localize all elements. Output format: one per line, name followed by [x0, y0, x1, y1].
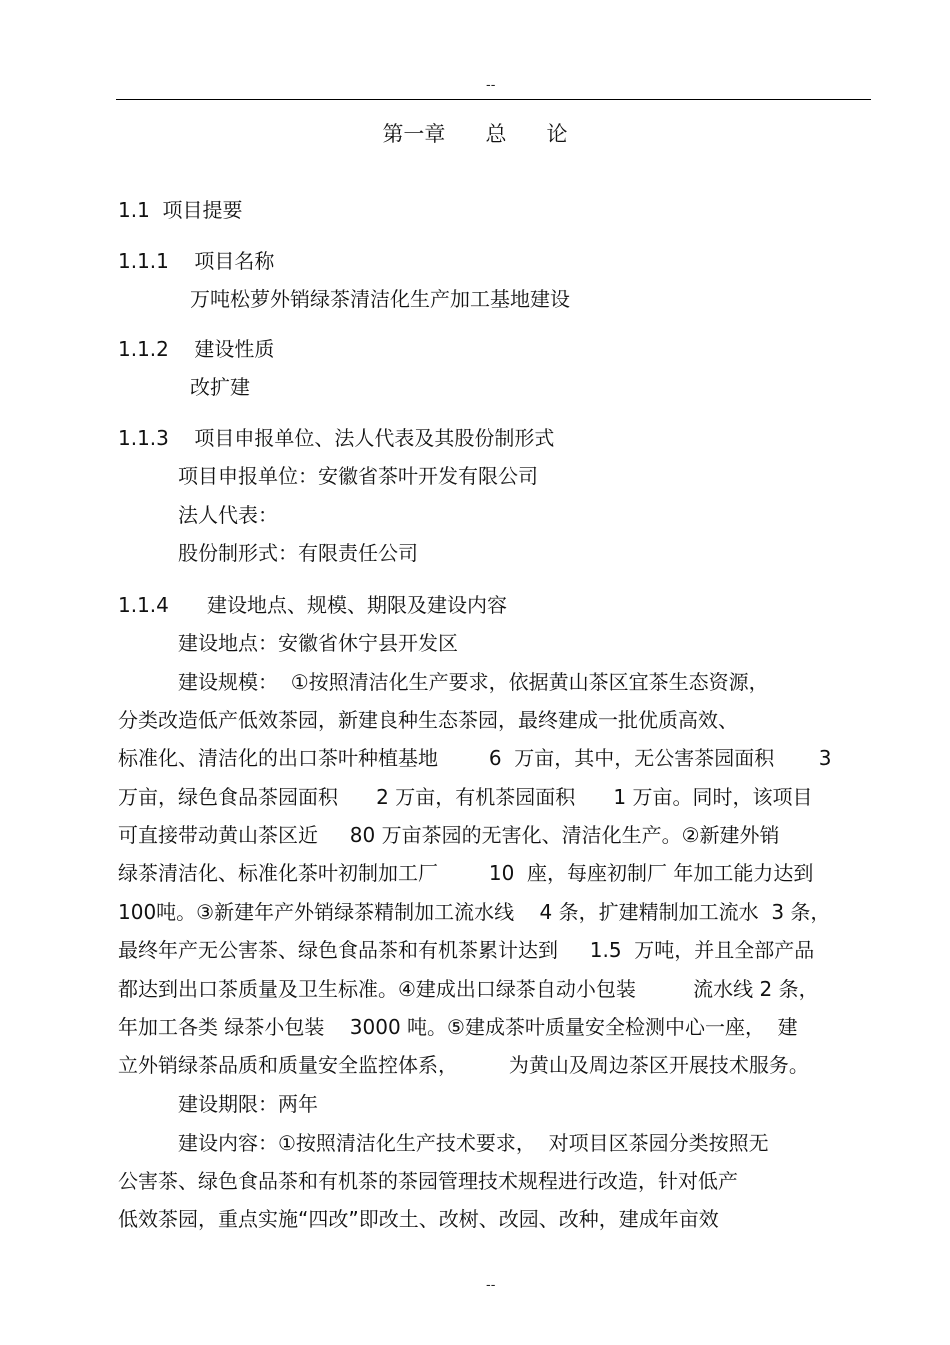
scale-paragraph-line: 标准化、清洁化的出口茶叶种植基地 6 万亩，其中，无公害茶园面积 3: [118, 746, 832, 770]
scale-paragraph-line: 万亩，绿色食品茶园面积 2 万亩，有机茶园面积 1 万亩。同时，该项目: [118, 785, 813, 809]
section-1-1-2-heading: 1.1.2 建设性质: [118, 337, 275, 361]
legal-representative: 法人代表：: [178, 503, 278, 527]
scale-paragraph-line: 可直接带动黄山茶区近 80 万亩茶园的无害化、清洁化生产。②新建外销: [118, 823, 780, 847]
scale-paragraph-line: 最终年产无公害茶、绿色食品茶和有机茶累计达到 1.5 万吨，并且全部产品: [118, 938, 815, 962]
section-1-1-heading: 1.1 项目提要: [118, 198, 243, 222]
page-footer-mark: --: [486, 1278, 496, 1293]
section-1-1-3-heading: 1.1.3 项目申报单位、法人代表及其股份制形式: [118, 426, 555, 450]
chapter-title: 第一章 总 论: [382, 122, 568, 146]
construction-period: 建设期限：两年: [178, 1092, 318, 1116]
content-paragraph-line: 低效茶园，重点实施“四改”即改土、改树、改园、改种，建成年亩效: [118, 1207, 719, 1231]
scale-paragraph-line: 分类改造低产低效茶园，新建良种生态茶园，最终建成一批优质高效、: [118, 708, 738, 732]
header-rule: [116, 99, 871, 100]
page-header-mark: --: [486, 78, 496, 93]
construction-location: 建设地点：安徽省休宁县开发区: [178, 631, 458, 655]
project-name: 万吨松萝外销绿茶清洁化生产加工基地建设: [190, 287, 570, 311]
section-1-1-4-heading: 1.1.4 建设地点、规模、期限及建设内容: [118, 593, 508, 617]
scale-paragraph-line: 绿茶清洁化、标准化茶叶初制加工厂 10 座，每座初制厂 年加工能力达到: [118, 861, 814, 885]
scale-paragraph-line: 100吨。③新建年产外销绿茶精制加工流水线 4 条，扩建精制加工流水 3 条，: [118, 900, 831, 924]
content-paragraph-line: 建设内容：①按照清洁化生产技术要求， 对项目区茶园分类按照无: [178, 1131, 769, 1155]
scale-paragraph-line: 都达到出口茶质量及卫生标准。④建成出口绿茶自动小包装 流水线 2 条，: [118, 977, 819, 1001]
scale-paragraph-line: 建设规模： ①按照清洁化生产要求，依据黄山茶区宜茶生态资源，: [178, 670, 769, 694]
applicant-unit: 项目申报单位：安徽省茶叶开发有限公司: [178, 464, 538, 488]
scale-paragraph-line: 年加工各类 绿茶小包装 3000 吨。⑤建成茶叶质量安全检测中心一座， 建: [118, 1015, 798, 1039]
construction-nature: 改扩建: [190, 375, 250, 399]
shareholding-form: 股份制形式：有限责任公司: [178, 541, 418, 565]
section-1-1-1-heading: 1.1.1 项目名称: [118, 249, 275, 273]
content-paragraph-line: 公害茶、绿色食品茶和有机茶的茶园管理技术规程进行改造，针对低产: [118, 1169, 738, 1193]
scale-paragraph-line: 立外销绿茶品质和质量安全监控体系， 为黄山及周边茶区开展技术服务。: [118, 1053, 809, 1077]
